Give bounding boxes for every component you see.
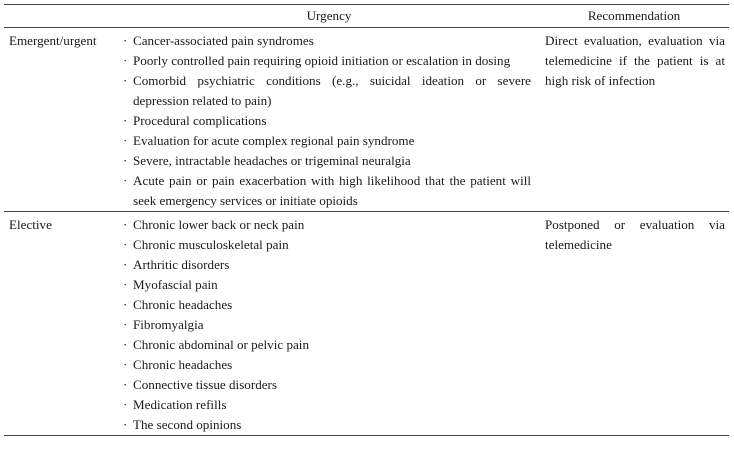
bullet-icon: · bbox=[123, 277, 128, 292]
bullet-icon: · bbox=[123, 217, 128, 232]
urgency-category: Emergent/urgent bbox=[4, 28, 119, 212]
list-item-text: Myofascial pain bbox=[133, 277, 218, 292]
list-item-text: Chronic abdominal or pelvic pain bbox=[133, 337, 309, 352]
condition-list bbox=[123, 215, 531, 435]
list-item bbox=[123, 111, 531, 131]
list-item-text: Arthritic disorders bbox=[133, 257, 230, 272]
header-row bbox=[4, 5, 729, 28]
list-item-text: Severe, intractable headaches or trigeminal neuralgia bbox=[133, 153, 411, 168]
list-item bbox=[123, 31, 531, 51]
bullet-icon: · bbox=[123, 337, 128, 352]
list-item-text: Medication refills bbox=[133, 397, 227, 412]
bullet-icon: · bbox=[123, 297, 128, 312]
list-item bbox=[123, 51, 531, 71]
list-item bbox=[123, 295, 531, 315]
urgency-recommendation-table bbox=[4, 4, 729, 436]
bullet-icon: · bbox=[123, 133, 128, 148]
bullet-icon: · bbox=[123, 257, 128, 272]
list-item bbox=[123, 375, 531, 395]
bullet-icon: · bbox=[123, 153, 128, 168]
bullet-icon: · bbox=[123, 173, 128, 188]
bullet-icon: · bbox=[123, 237, 128, 252]
bullet-icon: · bbox=[123, 317, 128, 332]
list-item-text: Acute pain or pain exacerbation with high likelihood that the patient will seek emergency services or initiate opioids bbox=[133, 173, 531, 208]
urgency-category: Elective bbox=[4, 212, 119, 436]
bullet-icon: · bbox=[123, 113, 128, 128]
table-row bbox=[4, 28, 729, 212]
list-item bbox=[123, 171, 531, 211]
list-item-text: Comorbid psychiatric conditions (e.g., suicidal ideation or severe depression related to pain) bbox=[133, 73, 531, 108]
bullet-icon: · bbox=[123, 357, 128, 372]
recommendation-text: Direct evaluation, evaluation via telemedicine if the patient is at high risk of infection bbox=[539, 28, 729, 212]
list-item bbox=[123, 415, 531, 435]
list-item-text: Chronic musculoskeletal pain bbox=[133, 237, 289, 252]
list-item bbox=[123, 71, 531, 111]
list-item bbox=[123, 275, 531, 295]
table-row bbox=[4, 212, 729, 436]
list-item-text: The second opinions bbox=[133, 417, 242, 432]
list-item-text: Chronic headaches bbox=[133, 357, 233, 372]
list-item-text: Chronic lower back or neck pain bbox=[133, 217, 305, 232]
list-item bbox=[123, 355, 531, 375]
list-item-text: Fibromyalgia bbox=[133, 317, 204, 332]
list-item bbox=[123, 131, 531, 151]
bullet-icon: · bbox=[123, 397, 128, 412]
condition-list-cell bbox=[119, 28, 539, 212]
recommendation-text: Postponed or evaluation via telemedicine bbox=[539, 212, 729, 436]
header-category bbox=[4, 5, 119, 28]
header-recommendation: Recommendation bbox=[539, 5, 729, 28]
header-urgency: Urgency bbox=[119, 5, 539, 28]
condition-list bbox=[123, 31, 531, 211]
list-item-text: Connective tissue disorders bbox=[133, 377, 278, 392]
list-item bbox=[123, 215, 531, 235]
list-item bbox=[123, 395, 531, 415]
list-item bbox=[123, 255, 531, 275]
bullet-icon: · bbox=[123, 53, 128, 68]
bullet-icon: · bbox=[123, 73, 128, 88]
bullet-icon: · bbox=[123, 33, 128, 48]
condition-list-cell bbox=[119, 212, 539, 436]
bullet-icon: · bbox=[123, 377, 128, 392]
list-item-text: Chronic headaches bbox=[133, 297, 233, 312]
list-item bbox=[123, 315, 531, 335]
bullet-icon: · bbox=[123, 417, 128, 432]
list-item bbox=[123, 335, 531, 355]
list-item-text: Poorly controlled pain requiring opioid initiation or escalation in dosing bbox=[133, 53, 511, 68]
list-item-text: Cancer-associated pain syndromes bbox=[133, 33, 314, 48]
list-item-text: Procedural complications bbox=[133, 113, 267, 128]
list-item-text: Evaluation for acute complex regional pain syndrome bbox=[133, 133, 415, 148]
list-item bbox=[123, 151, 531, 171]
list-item bbox=[123, 235, 531, 255]
